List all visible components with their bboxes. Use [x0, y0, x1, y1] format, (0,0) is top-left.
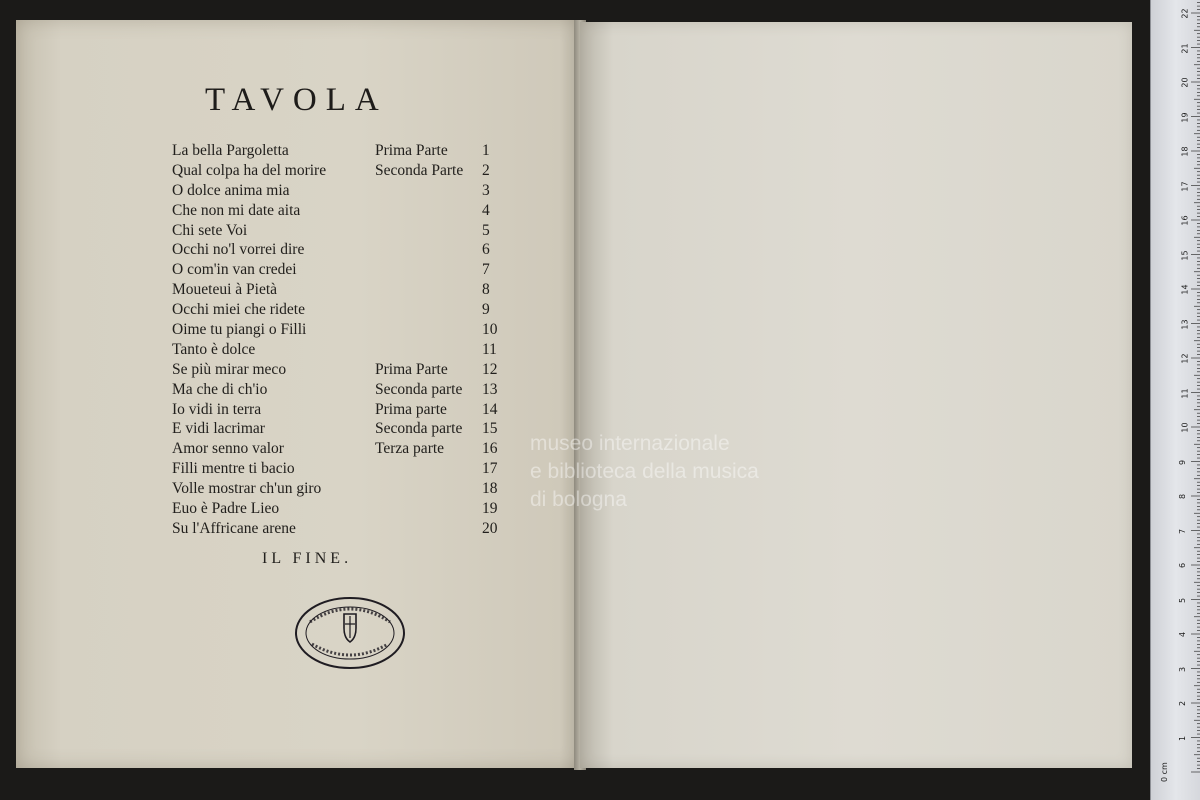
ruler-number: 19 — [1180, 111, 1190, 123]
toc-entry — [172, 361, 512, 381]
toc-entry — [172, 341, 512, 361]
toc-title: La bella Pargoletta — [172, 142, 289, 159]
toc-part: Prima parte — [375, 400, 447, 418]
end-mark: IL FINE. — [262, 550, 353, 567]
toc-title: Se più mirar meco — [172, 360, 287, 378]
toc-title: Chi sete Voi — [172, 221, 248, 239]
toc-page-number: 14 — [482, 400, 498, 418]
toc-page-number: 17 — [482, 460, 498, 478]
toc-part: Seconda Parte — [375, 161, 464, 179]
toc-entry — [172, 301, 512, 321]
toc-entry — [172, 460, 512, 480]
toc-entry — [172, 480, 512, 500]
toc-title: Io vidi in terra — [172, 400, 262, 418]
toc-title: Volle mostrar ch'un giro — [172, 480, 322, 498]
toc-entry — [172, 381, 512, 401]
toc-page-number: 19 — [482, 500, 498, 518]
watermark-line-2: e biblioteca della musica — [530, 460, 759, 483]
toc-page-number: 6 — [482, 241, 490, 259]
toc-entry — [172, 222, 512, 242]
watermark-line-1: museo internazionale — [530, 432, 730, 455]
toc-entry — [172, 182, 512, 202]
toc-part: Seconda parte — [375, 420, 463, 438]
ruler-number: 17 — [1180, 180, 1190, 192]
ruler-number: 5 — [1178, 597, 1188, 603]
ruler-ticks — [1151, 0, 1200, 800]
ruler-number: 2 — [1178, 700, 1188, 707]
toc-title: Moueteui à Pietà — [172, 281, 278, 299]
toc-title: Filli mentre ti bacio — [172, 460, 295, 478]
toc-part: Prima Parte — [375, 360, 448, 378]
toc-page-number: 20 — [482, 519, 498, 537]
museum-watermark — [530, 430, 759, 514]
table-of-contents — [172, 142, 512, 540]
ruler-number: 18 — [1180, 146, 1190, 157]
toc-title: Occhi no'l vorrei dire — [172, 241, 305, 259]
ruler-number: 6 — [1178, 562, 1188, 569]
ruler-number: 9 — [1178, 459, 1188, 465]
toc-entry — [172, 401, 512, 421]
ruler-number: 4 — [1178, 631, 1188, 638]
ruler-number: 13 — [1180, 318, 1190, 330]
toc-page-number: 12 — [482, 360, 498, 378]
measurement-ruler — [1150, 0, 1200, 800]
toc-page-number: 11 — [482, 340, 497, 358]
toc-title: O com'in van credei — [172, 261, 297, 279]
toc-title: Su l'Affricane arene — [172, 519, 296, 537]
toc-entry — [172, 281, 512, 301]
right-page-blank — [580, 22, 1132, 768]
toc-entry — [172, 261, 512, 281]
ruler-number: 15 — [1180, 249, 1190, 261]
toc-page-number: 15 — [482, 420, 498, 438]
ruler-number: 12 — [1180, 353, 1190, 364]
toc-title: Oime tu piangi o Filli — [172, 321, 307, 339]
toc-page-number: 4 — [482, 201, 490, 219]
toc-title: E vidi lacrimar — [172, 420, 265, 438]
toc-part: Seconda parte — [375, 380, 463, 398]
toc-title: Occhi miei che ridete — [172, 301, 305, 319]
page-title: TAVOLA — [205, 82, 388, 118]
toc-page-number: 3 — [482, 181, 490, 199]
toc-title: Qual colpa ha del morire — [172, 161, 327, 179]
toc-page-number: 18 — [482, 480, 498, 498]
ruler-number: 16 — [1180, 215, 1190, 226]
ruler-number: 7 — [1178, 528, 1188, 534]
ruler-number: 22 — [1180, 8, 1190, 19]
toc-entry — [172, 420, 512, 440]
toc-entry — [172, 321, 512, 341]
toc-page-number: 13 — [482, 380, 498, 398]
watermark-line-3: di bologna — [530, 488, 627, 511]
ruler-number: 10 — [1180, 422, 1190, 433]
toc-page-number: 5 — [482, 221, 490, 239]
ruler-number: 21 — [1180, 42, 1190, 54]
toc-entry — [172, 142, 512, 162]
toc-entry — [172, 241, 512, 261]
toc-entry — [172, 202, 512, 222]
toc-title: Amor senno valor — [172, 440, 284, 458]
toc-page-number: 7 — [482, 261, 490, 279]
toc-title: O dolce anima mia — [172, 181, 290, 199]
toc-part: Prima Parte — [375, 142, 448, 159]
toc-entry — [172, 500, 512, 520]
toc-page-number: 9 — [482, 301, 490, 319]
ruler-number: 20 — [1180, 77, 1190, 88]
toc-entry — [172, 440, 512, 460]
toc-title: Euo è Padre Lieo — [172, 500, 280, 518]
toc-page-number: 8 — [482, 281, 490, 299]
toc-page-number: 1 — [482, 142, 490, 159]
toc-title: Ma che di ch'io — [172, 380, 268, 398]
ruler-number: 11 — [1180, 387, 1190, 399]
ruler-unit-label: 0 cm — [1160, 762, 1169, 782]
toc-page-number: 10 — [482, 321, 498, 339]
toc-title: Tanto è dolce — [172, 340, 256, 358]
ruler-number: 14 — [1180, 284, 1190, 295]
toc-entry — [172, 520, 512, 540]
library-stamp — [294, 596, 406, 670]
toc-part: Terza parte — [375, 440, 445, 458]
ruler-number: 8 — [1178, 493, 1188, 500]
toc-page-number: 16 — [482, 440, 498, 458]
ruler-number: 3 — [1178, 666, 1188, 672]
ruler-number: 1 — [1178, 735, 1188, 741]
toc-page-number: 2 — [482, 161, 490, 179]
toc-entry — [172, 162, 512, 182]
toc-title: Che non mi date aita — [172, 201, 301, 219]
